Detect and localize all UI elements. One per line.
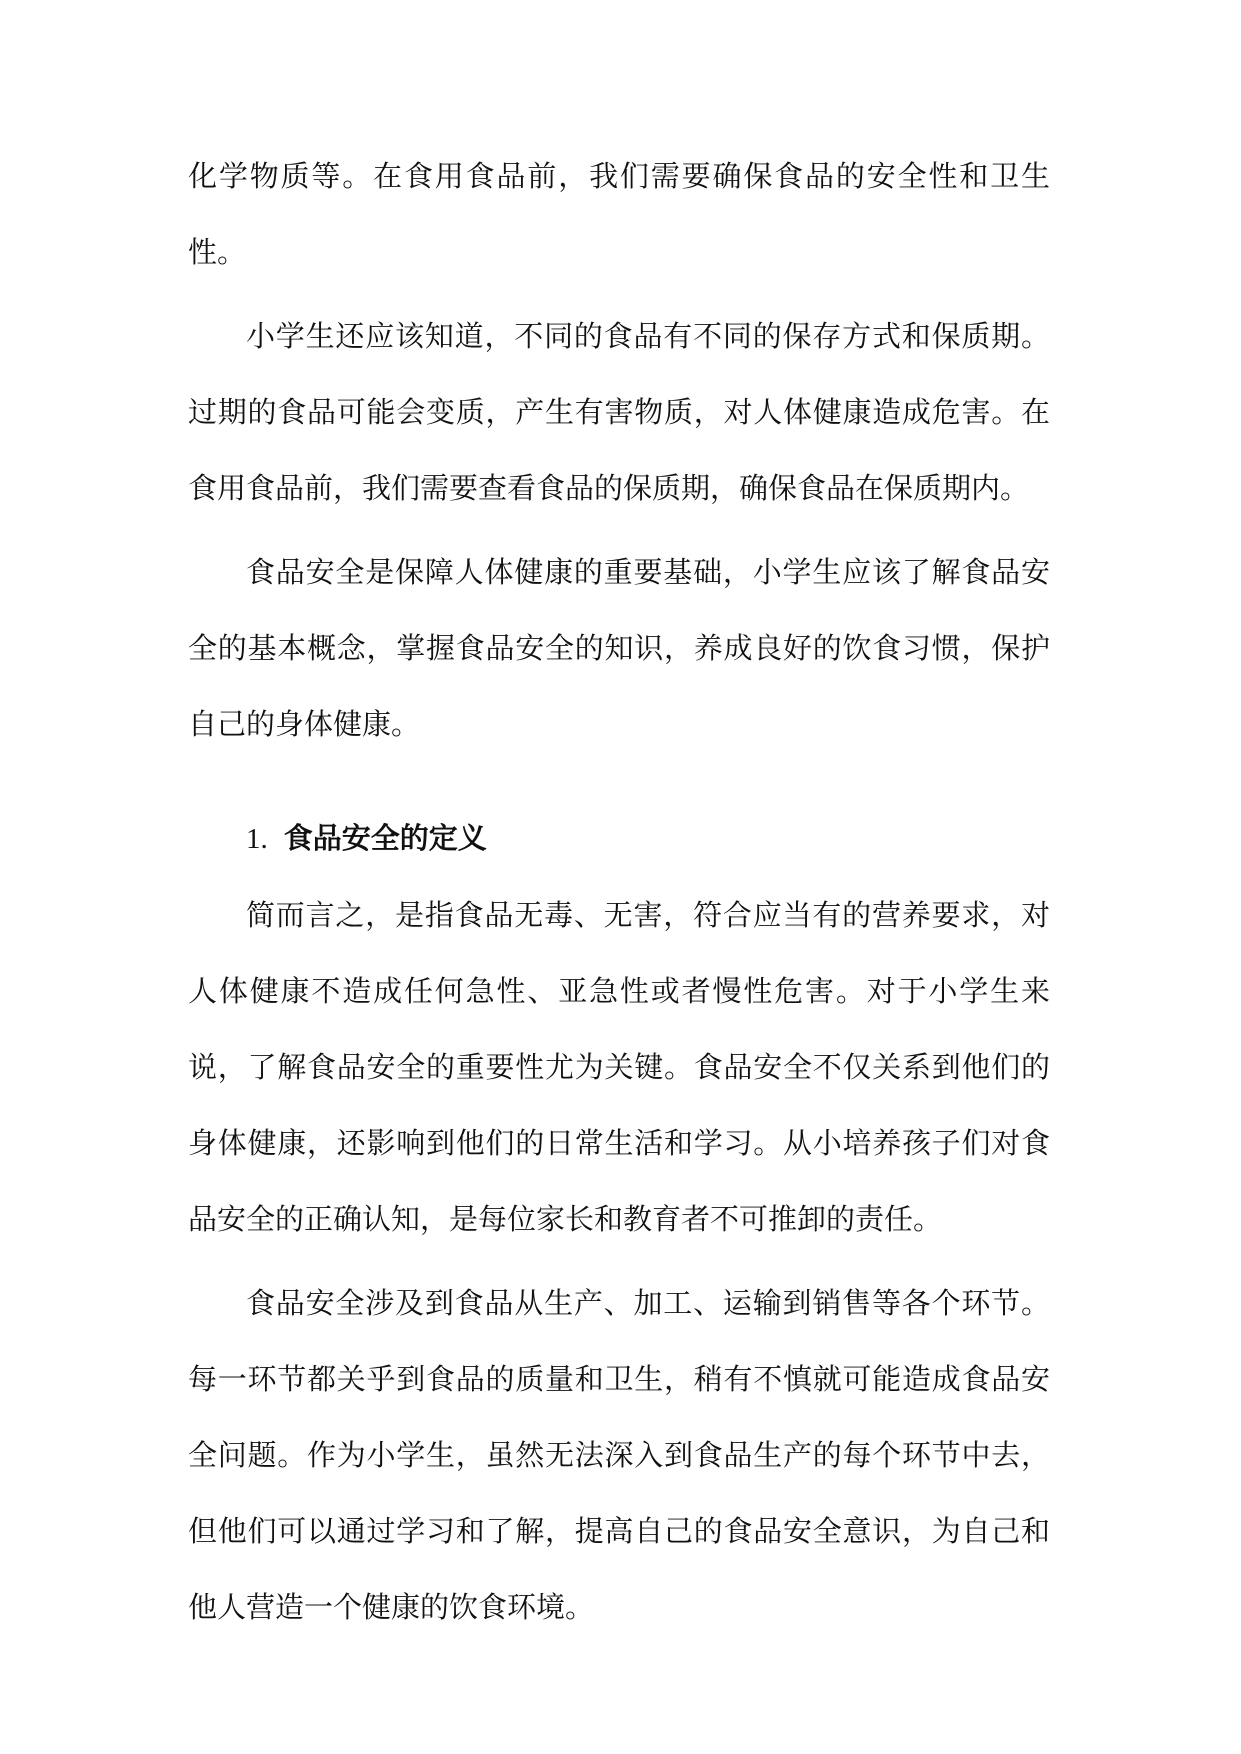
paragraph-shelf-life: 小学生还应该知道，不同的食品有不同的保存方式和保质期。过期的食品可能会变质，产生有害物质，对人体健康造成危害。在食用食品前，我们需要查看食品的保质期，确保食品在保质期内。 xyxy=(188,319,1050,505)
paragraph-food-chain: 食品安全涉及到食品从生产、加工、运输到销售等各个环节。每一环节都关乎到食品的质量和卫生，稍有不慎就可能造成食品安全问题。作为小学生，虽然无法深入到食品生产的每个环节中去，但他们可以通过学习和了解，提高自己的食品安全意识，为自己和他人营造一个健康的饮食环境。 xyxy=(188,1286,1050,1624)
document-body xyxy=(188,138,1050,1653)
paragraph-definition: 简而言之，是指食品无毒、无害，符合应当有的营养要求，对人体健康不造成任何急性、亚急性或者慢性危害。对于小学生来说，了解食品安全的重要性尤为关键。食品安全不仅关系到他们的身体健康，还影响到他们的日常生活和学习。从小培养孩子们对食品安全的正确认知，是每位家长和教育者不可推卸的责任。 xyxy=(188,898,1050,1236)
paragraph-food-safety-basis: 食品安全是保障人体健康的重要基础，小学生应该了解食品安全的基本概念，掌握食品安全的知识，养成良好的饮食习惯，保护自己的身体健康。 xyxy=(188,555,1050,741)
section-number: 1. xyxy=(246,823,268,855)
section-heading xyxy=(188,800,1050,877)
section-title: 食品安全的定义 xyxy=(283,821,487,855)
paragraph-continued: 化学物质等。在食用食品前，我们需要确保食品的安全性和卫生性。 xyxy=(188,159,1050,269)
